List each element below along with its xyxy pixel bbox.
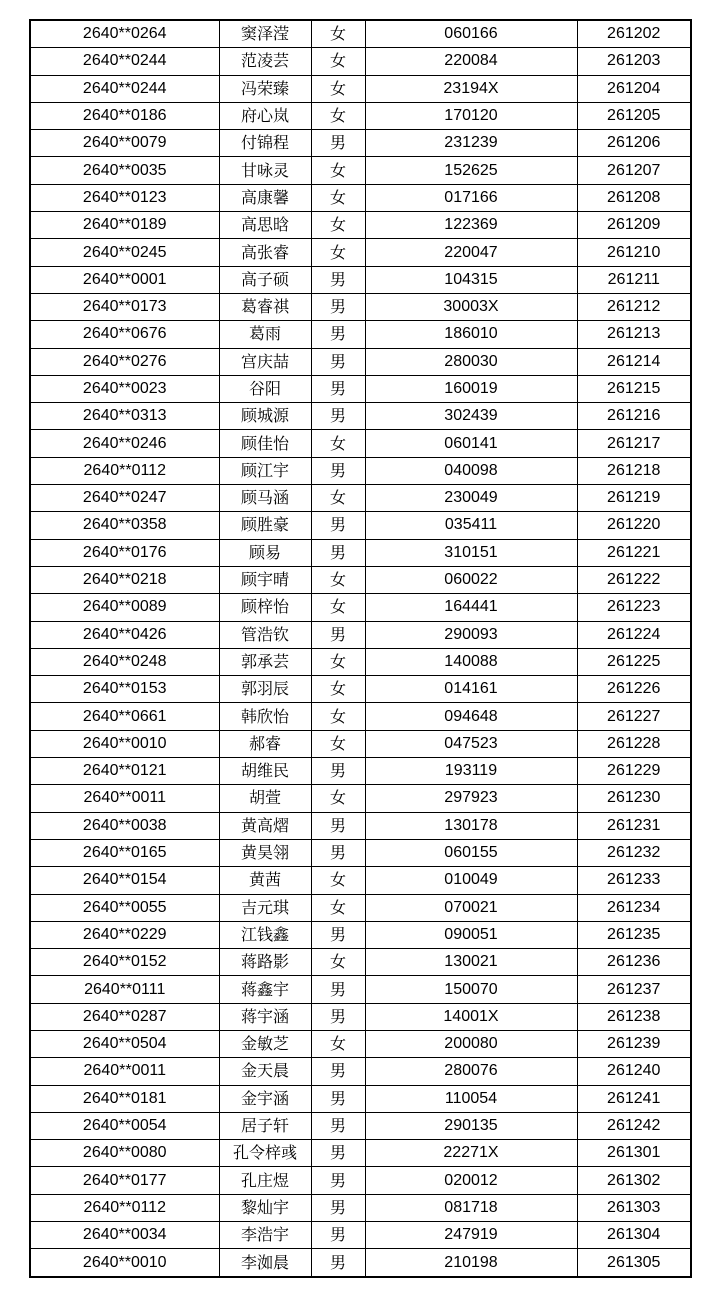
exam-id-cell: 2640**0034 <box>30 1222 219 1249</box>
id-suffix-cell: 280030 <box>365 348 577 375</box>
name-cell: 江钱鑫 <box>219 921 311 948</box>
gender-cell: 男 <box>311 976 365 1003</box>
gender-cell: 女 <box>311 1030 365 1057</box>
table-row <box>30 921 691 948</box>
seat-code-cell: 261301 <box>577 1140 691 1167</box>
exam-id-cell: 2640**0038 <box>30 812 219 839</box>
gender-cell: 女 <box>311 676 365 703</box>
exam-id-cell: 2640**0023 <box>30 375 219 402</box>
exam-id-cell: 2640**0264 <box>30 20 219 48</box>
id-suffix-cell: 060155 <box>365 839 577 866</box>
name-cell: 顾易 <box>219 539 311 566</box>
name-cell: 付锦程 <box>219 130 311 157</box>
gender-cell: 女 <box>311 20 365 48</box>
table-row <box>30 1140 691 1167</box>
id-suffix-cell: 152625 <box>365 157 577 184</box>
gender-cell: 男 <box>311 1194 365 1221</box>
id-suffix-cell: 060022 <box>365 566 577 593</box>
gender-cell: 女 <box>311 485 365 512</box>
seat-code-cell: 261203 <box>577 48 691 75</box>
seat-code-cell: 261209 <box>577 212 691 239</box>
table-row <box>30 348 691 375</box>
seat-code-cell: 261223 <box>577 594 691 621</box>
gender-cell: 女 <box>311 949 365 976</box>
seat-code-cell: 261229 <box>577 758 691 785</box>
gender-cell: 男 <box>311 1140 365 1167</box>
exam-id-cell: 2640**0112 <box>30 1194 219 1221</box>
gender-cell: 女 <box>311 430 365 457</box>
name-cell: 葛雨 <box>219 321 311 348</box>
table-row <box>30 212 691 239</box>
name-cell: 韩欣怡 <box>219 703 311 730</box>
exam-id-cell: 2640**0123 <box>30 184 219 211</box>
exam-id-cell: 2640**0011 <box>30 785 219 812</box>
exam-id-cell: 2640**0244 <box>30 75 219 102</box>
exam-id-cell: 2640**0246 <box>30 430 219 457</box>
exam-id-cell: 2640**0111 <box>30 976 219 1003</box>
name-cell: 金敏芝 <box>219 1030 311 1057</box>
id-suffix-cell: 017166 <box>365 184 577 211</box>
name-cell: 金宇涵 <box>219 1085 311 1112</box>
exam-id-cell: 2640**0055 <box>30 894 219 921</box>
gender-cell: 女 <box>311 102 365 129</box>
name-cell: 范凌芸 <box>219 48 311 75</box>
exam-id-cell: 2640**0010 <box>30 1249 219 1277</box>
seat-code-cell: 261204 <box>577 75 691 102</box>
table-row <box>30 648 691 675</box>
seat-code-cell: 261202 <box>577 20 691 48</box>
table-row <box>30 293 691 320</box>
gender-cell: 男 <box>311 1112 365 1139</box>
table-row <box>30 949 691 976</box>
id-suffix-cell: 200080 <box>365 1030 577 1057</box>
gender-cell: 男 <box>311 130 365 157</box>
table-row <box>30 621 691 648</box>
name-cell: 蒋路影 <box>219 949 311 976</box>
gender-cell: 男 <box>311 1249 365 1277</box>
seat-code-cell: 261304 <box>577 1222 691 1249</box>
gender-cell: 男 <box>311 1222 365 1249</box>
seat-code-cell: 261224 <box>577 621 691 648</box>
table-row <box>30 1167 691 1194</box>
exam-id-cell: 2640**0010 <box>30 730 219 757</box>
table-row <box>30 1003 691 1030</box>
name-cell: 顾江宇 <box>219 457 311 484</box>
name-cell: 冯荣臻 <box>219 75 311 102</box>
table-row <box>30 703 691 730</box>
gender-cell: 男 <box>311 812 365 839</box>
id-suffix-cell: 23194X <box>365 75 577 102</box>
roster-table <box>29 19 692 1278</box>
seat-code-cell: 261221 <box>577 539 691 566</box>
gender-cell: 男 <box>311 1003 365 1030</box>
id-suffix-cell: 186010 <box>365 321 577 348</box>
table-row <box>30 594 691 621</box>
seat-code-cell: 261208 <box>577 184 691 211</box>
id-suffix-cell: 22271X <box>365 1140 577 1167</box>
name-cell: 吉元琪 <box>219 894 311 921</box>
gender-cell: 男 <box>311 293 365 320</box>
name-cell: 高张睿 <box>219 239 311 266</box>
seat-code-cell: 261206 <box>577 130 691 157</box>
gender-cell: 女 <box>311 703 365 730</box>
exam-id-cell: 2640**0181 <box>30 1085 219 1112</box>
table-row <box>30 403 691 430</box>
exam-id-cell: 2640**0173 <box>30 293 219 320</box>
table-row <box>30 184 691 211</box>
gender-cell: 男 <box>311 1167 365 1194</box>
id-suffix-cell: 122369 <box>365 212 577 239</box>
id-suffix-cell: 14001X <box>365 1003 577 1030</box>
table-row <box>30 457 691 484</box>
exam-id-cell: 2640**0079 <box>30 130 219 157</box>
table-row <box>30 867 691 894</box>
id-suffix-cell: 047523 <box>365 730 577 757</box>
exam-id-cell: 2640**0153 <box>30 676 219 703</box>
exam-id-cell: 2640**0426 <box>30 621 219 648</box>
seat-code-cell: 261214 <box>577 348 691 375</box>
seat-code-cell: 261216 <box>577 403 691 430</box>
exam-id-cell: 2640**0152 <box>30 949 219 976</box>
id-suffix-cell: 231239 <box>365 130 577 157</box>
gender-cell: 女 <box>311 239 365 266</box>
gender-cell: 女 <box>311 75 365 102</box>
gender-cell: 男 <box>311 921 365 948</box>
exam-id-cell: 2640**0248 <box>30 648 219 675</box>
id-suffix-cell: 130178 <box>365 812 577 839</box>
gender-cell: 男 <box>311 1085 365 1112</box>
exam-id-cell: 2640**0186 <box>30 102 219 129</box>
table-row <box>30 1194 691 1221</box>
seat-code-cell: 261236 <box>577 949 691 976</box>
id-suffix-cell: 290135 <box>365 1112 577 1139</box>
exam-id-cell: 2640**0176 <box>30 539 219 566</box>
gender-cell: 女 <box>311 894 365 921</box>
id-suffix-cell: 247919 <box>365 1222 577 1249</box>
id-suffix-cell: 220084 <box>365 48 577 75</box>
exam-id-cell: 2640**0189 <box>30 212 219 239</box>
id-suffix-cell: 280076 <box>365 1058 577 1085</box>
name-cell: 顾宇晴 <box>219 566 311 593</box>
exam-id-cell: 2640**0247 <box>30 485 219 512</box>
table-row <box>30 1222 691 1249</box>
exam-id-cell: 2640**0154 <box>30 867 219 894</box>
gender-cell: 男 <box>311 512 365 539</box>
gender-cell: 男 <box>311 839 365 866</box>
seat-code-cell: 261230 <box>577 785 691 812</box>
seat-code-cell: 261205 <box>577 102 691 129</box>
seat-code-cell: 261238 <box>577 1003 691 1030</box>
id-suffix-cell: 090051 <box>365 921 577 948</box>
name-cell: 府心岚 <box>219 102 311 129</box>
seat-code-cell: 261227 <box>577 703 691 730</box>
name-cell: 李浩宇 <box>219 1222 311 1249</box>
table-row <box>30 102 691 129</box>
name-cell: 顾梓怡 <box>219 594 311 621</box>
name-cell: 郝睿 <box>219 730 311 757</box>
gender-cell: 男 <box>311 375 365 402</box>
exam-id-cell: 2640**0001 <box>30 266 219 293</box>
name-cell: 胡萱 <box>219 785 311 812</box>
id-suffix-cell: 160019 <box>365 375 577 402</box>
exam-id-cell: 2640**0054 <box>30 1112 219 1139</box>
name-cell: 高康馨 <box>219 184 311 211</box>
seat-code-cell: 261225 <box>577 648 691 675</box>
seat-code-cell: 261226 <box>577 676 691 703</box>
table-row <box>30 539 691 566</box>
name-cell: 蒋宇涵 <box>219 1003 311 1030</box>
exam-id-cell: 2640**0676 <box>30 321 219 348</box>
roster-sheet <box>29 19 692 1278</box>
table-row <box>30 730 691 757</box>
id-suffix-cell: 130021 <box>365 949 577 976</box>
name-cell: 蒋鑫宇 <box>219 976 311 1003</box>
name-cell: 黄茜 <box>219 867 311 894</box>
gender-cell: 女 <box>311 157 365 184</box>
seat-code-cell: 261212 <box>577 293 691 320</box>
name-cell: 黄高熠 <box>219 812 311 839</box>
name-cell: 顾佳怡 <box>219 430 311 457</box>
exam-id-cell: 2640**0504 <box>30 1030 219 1057</box>
id-suffix-cell: 150070 <box>365 976 577 1003</box>
table-row <box>30 1112 691 1139</box>
exam-id-cell: 2640**0245 <box>30 239 219 266</box>
seat-code-cell: 261302 <box>577 1167 691 1194</box>
id-suffix-cell: 164441 <box>365 594 577 621</box>
exam-id-cell: 2640**0112 <box>30 457 219 484</box>
table-row <box>30 894 691 921</box>
gender-cell: 女 <box>311 785 365 812</box>
seat-code-cell: 261232 <box>577 839 691 866</box>
id-suffix-cell: 140088 <box>365 648 577 675</box>
table-row <box>30 785 691 812</box>
id-suffix-cell: 302439 <box>365 403 577 430</box>
gender-cell: 男 <box>311 348 365 375</box>
exam-id-cell: 2640**0313 <box>30 403 219 430</box>
seat-code-cell: 261218 <box>577 457 691 484</box>
exam-id-cell: 2640**0011 <box>30 1058 219 1085</box>
seat-code-cell: 261217 <box>577 430 691 457</box>
name-cell: 胡维民 <box>219 758 311 785</box>
name-cell: 窦泽滢 <box>219 20 311 48</box>
seat-code-cell: 261239 <box>577 1030 691 1057</box>
seat-code-cell: 261220 <box>577 512 691 539</box>
gender-cell: 女 <box>311 867 365 894</box>
table-row <box>30 566 691 593</box>
gender-cell: 男 <box>311 321 365 348</box>
name-cell: 葛睿祺 <box>219 293 311 320</box>
table-row <box>30 676 691 703</box>
exam-id-cell: 2640**0244 <box>30 48 219 75</box>
gender-cell: 女 <box>311 648 365 675</box>
table-row <box>30 239 691 266</box>
name-cell: 顾马涵 <box>219 485 311 512</box>
id-suffix-cell: 230049 <box>365 485 577 512</box>
seat-code-cell: 261303 <box>577 1194 691 1221</box>
gender-cell: 男 <box>311 539 365 566</box>
id-suffix-cell: 297923 <box>365 785 577 812</box>
table-row <box>30 20 691 48</box>
exam-id-cell: 2640**0121 <box>30 758 219 785</box>
seat-code-cell: 261207 <box>577 157 691 184</box>
exam-id-cell: 2640**0358 <box>30 512 219 539</box>
seat-code-cell: 261231 <box>577 812 691 839</box>
id-suffix-cell: 070021 <box>365 894 577 921</box>
table-row <box>30 758 691 785</box>
seat-code-cell: 261219 <box>577 485 691 512</box>
gender-cell: 男 <box>311 1058 365 1085</box>
table-row <box>30 375 691 402</box>
gender-cell: 女 <box>311 730 365 757</box>
table-row <box>30 1249 691 1277</box>
name-cell: 宫庆喆 <box>219 348 311 375</box>
gender-cell: 男 <box>311 621 365 648</box>
name-cell: 黎灿宇 <box>219 1194 311 1221</box>
id-suffix-cell: 110054 <box>365 1085 577 1112</box>
table-row <box>30 976 691 1003</box>
id-suffix-cell: 210198 <box>365 1249 577 1277</box>
table-row <box>30 839 691 866</box>
seat-code-cell: 261233 <box>577 867 691 894</box>
name-cell: 顾城源 <box>219 403 311 430</box>
gender-cell: 男 <box>311 457 365 484</box>
gender-cell: 男 <box>311 266 365 293</box>
table-row <box>30 75 691 102</box>
exam-id-cell: 2640**0229 <box>30 921 219 948</box>
name-cell: 谷阳 <box>219 375 311 402</box>
table-row <box>30 48 691 75</box>
name-cell: 金天晨 <box>219 1058 311 1085</box>
id-suffix-cell: 010049 <box>365 867 577 894</box>
table-row <box>30 812 691 839</box>
name-cell: 管浩钦 <box>219 621 311 648</box>
exam-id-cell: 2640**0276 <box>30 348 219 375</box>
name-cell: 甘咏灵 <box>219 157 311 184</box>
gender-cell: 男 <box>311 758 365 785</box>
name-cell: 顾胜豪 <box>219 512 311 539</box>
table-row <box>30 1058 691 1085</box>
name-cell: 高子硕 <box>219 266 311 293</box>
table-row <box>30 321 691 348</box>
exam-id-cell: 2640**0218 <box>30 566 219 593</box>
id-suffix-cell: 220047 <box>365 239 577 266</box>
seat-code-cell: 261222 <box>577 566 691 593</box>
id-suffix-cell: 30003X <box>365 293 577 320</box>
exam-id-cell: 2640**0035 <box>30 157 219 184</box>
seat-code-cell: 261235 <box>577 921 691 948</box>
id-suffix-cell: 310151 <box>365 539 577 566</box>
table-row <box>30 130 691 157</box>
exam-id-cell: 2640**0165 <box>30 839 219 866</box>
gender-cell: 女 <box>311 212 365 239</box>
seat-code-cell: 261242 <box>577 1112 691 1139</box>
gender-cell: 女 <box>311 48 365 75</box>
id-suffix-cell: 081718 <box>365 1194 577 1221</box>
id-suffix-cell: 104315 <box>365 266 577 293</box>
id-suffix-cell: 290093 <box>365 621 577 648</box>
id-suffix-cell: 094648 <box>365 703 577 730</box>
gender-cell: 女 <box>311 566 365 593</box>
id-suffix-cell: 014161 <box>365 676 577 703</box>
id-suffix-cell: 193119 <box>365 758 577 785</box>
seat-code-cell: 261211 <box>577 266 691 293</box>
seat-code-cell: 261228 <box>577 730 691 757</box>
exam-id-cell: 2640**0177 <box>30 1167 219 1194</box>
gender-cell: 女 <box>311 184 365 211</box>
name-cell: 李洳晨 <box>219 1249 311 1277</box>
name-cell: 孔令梓彧 <box>219 1140 311 1167</box>
seat-code-cell: 261240 <box>577 1058 691 1085</box>
seat-code-cell: 261237 <box>577 976 691 1003</box>
seat-code-cell: 261234 <box>577 894 691 921</box>
table-row <box>30 512 691 539</box>
name-cell: 郭承芸 <box>219 648 311 675</box>
id-suffix-cell: 060166 <box>365 20 577 48</box>
gender-cell: 女 <box>311 594 365 621</box>
table-row <box>30 485 691 512</box>
seat-code-cell: 261241 <box>577 1085 691 1112</box>
name-cell: 孔庄煜 <box>219 1167 311 1194</box>
id-suffix-cell: 020012 <box>365 1167 577 1194</box>
id-suffix-cell: 060141 <box>365 430 577 457</box>
exam-id-cell: 2640**0080 <box>30 1140 219 1167</box>
id-suffix-cell: 040098 <box>365 457 577 484</box>
table-row <box>30 430 691 457</box>
name-cell: 居子轩 <box>219 1112 311 1139</box>
seat-code-cell: 261213 <box>577 321 691 348</box>
table-row <box>30 266 691 293</box>
id-suffix-cell: 170120 <box>365 102 577 129</box>
table-row <box>30 157 691 184</box>
seat-code-cell: 261215 <box>577 375 691 402</box>
name-cell: 黄昊翎 <box>219 839 311 866</box>
gender-cell: 男 <box>311 403 365 430</box>
seat-code-cell: 261305 <box>577 1249 691 1277</box>
name-cell: 高思晗 <box>219 212 311 239</box>
exam-id-cell: 2640**0089 <box>30 594 219 621</box>
name-cell: 郭羽辰 <box>219 676 311 703</box>
table-row <box>30 1085 691 1112</box>
exam-id-cell: 2640**0287 <box>30 1003 219 1030</box>
seat-code-cell: 261210 <box>577 239 691 266</box>
roster-body <box>30 20 691 1277</box>
id-suffix-cell: 035411 <box>365 512 577 539</box>
table-row <box>30 1030 691 1057</box>
exam-id-cell: 2640**0661 <box>30 703 219 730</box>
